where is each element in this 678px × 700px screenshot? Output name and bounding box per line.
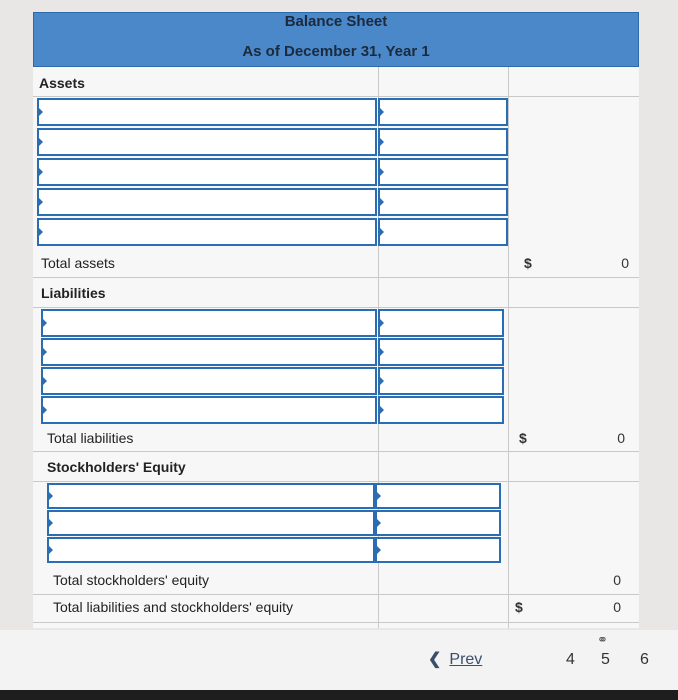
total-liabilities-equity-value: 0 bbox=[613, 599, 621, 615]
asset-amount-input-5[interactable] bbox=[378, 218, 508, 246]
asset-amount-input-4[interactable] bbox=[378, 188, 508, 216]
asset-account-input-1[interactable] bbox=[37, 98, 377, 126]
total-assets-value: 0 bbox=[621, 255, 629, 271]
balance-sheet-header bbox=[33, 12, 639, 67]
total-liabilities-equity-row bbox=[33, 595, 639, 623]
equity-header-row bbox=[33, 452, 639, 482]
liabilities-header-row bbox=[33, 278, 639, 308]
liability-account-input-4[interactable] bbox=[41, 396, 377, 424]
asset-account-input-4[interactable] bbox=[37, 188, 377, 216]
equity-account-input-2[interactable] bbox=[47, 510, 375, 536]
equity-amount-input-3[interactable] bbox=[375, 537, 501, 563]
sheet-title: Balance Sheet bbox=[284, 13, 388, 30]
liabilities-heading: Liabilities bbox=[41, 285, 106, 301]
total-assets-row bbox=[33, 248, 639, 278]
page-5[interactable]: 5 bbox=[601, 651, 610, 668]
equity-account-input-1[interactable] bbox=[47, 483, 375, 509]
total-liabilities-value: 0 bbox=[617, 430, 625, 446]
assets-header-row bbox=[33, 67, 639, 97]
liability-account-input-3[interactable] bbox=[41, 367, 377, 395]
chevron-left-icon: ❮ bbox=[428, 651, 442, 668]
equity-account-input-3[interactable] bbox=[47, 537, 375, 563]
asset-amount-input-1[interactable] bbox=[378, 98, 508, 126]
link-icon: ⚭ bbox=[597, 632, 608, 647]
asset-account-input-3[interactable] bbox=[37, 158, 377, 186]
page-6[interactable]: 6 bbox=[640, 651, 649, 668]
asset-account-input-2[interactable] bbox=[37, 128, 377, 156]
liability-account-input-2[interactable] bbox=[41, 338, 377, 366]
liability-account-input-1[interactable] bbox=[41, 309, 377, 337]
total-equity-row bbox=[33, 567, 639, 595]
equity-amount-input-2[interactable] bbox=[375, 510, 501, 536]
total-equity-value: 0 bbox=[613, 572, 621, 588]
column-divider bbox=[508, 67, 509, 628]
total-liabilities-currency: $ bbox=[519, 430, 527, 446]
liability-amount-input-4[interactable] bbox=[378, 396, 504, 424]
asset-amount-input-3[interactable] bbox=[378, 158, 508, 186]
total-assets-currency: $ bbox=[524, 255, 532, 271]
total-liabilities-equity-currency: $ bbox=[515, 599, 523, 615]
liability-amount-input-3[interactable] bbox=[378, 367, 504, 395]
total-equity-label: Total stockholders' equity bbox=[53, 572, 209, 588]
asset-account-input-5[interactable] bbox=[37, 218, 377, 246]
liability-amount-input-1[interactable] bbox=[378, 309, 504, 337]
screen-bottom-edge bbox=[0, 690, 678, 700]
prev-label: Prev bbox=[449, 651, 483, 668]
assets-heading: Assets bbox=[39, 75, 85, 91]
total-assets-label: Total assets bbox=[41, 255, 115, 271]
equity-amount-input-1[interactable] bbox=[375, 483, 501, 509]
prev-button[interactable] bbox=[428, 649, 482, 669]
page-4[interactable]: 4 bbox=[566, 651, 575, 668]
liability-amount-input-2[interactable] bbox=[378, 338, 504, 366]
balance-sheet bbox=[33, 12, 639, 628]
total-liabilities-row bbox=[33, 424, 639, 452]
total-liabilities-equity-label: Total liabilities and stockholders' equity bbox=[53, 599, 294, 615]
equity-heading: Stockholders' Equity bbox=[47, 459, 186, 475]
asset-amount-input-2[interactable] bbox=[378, 128, 508, 156]
total-liabilities-label: Total liabilities bbox=[47, 430, 134, 446]
sheet-subtitle: As of December 31, Year 1 bbox=[242, 43, 430, 60]
